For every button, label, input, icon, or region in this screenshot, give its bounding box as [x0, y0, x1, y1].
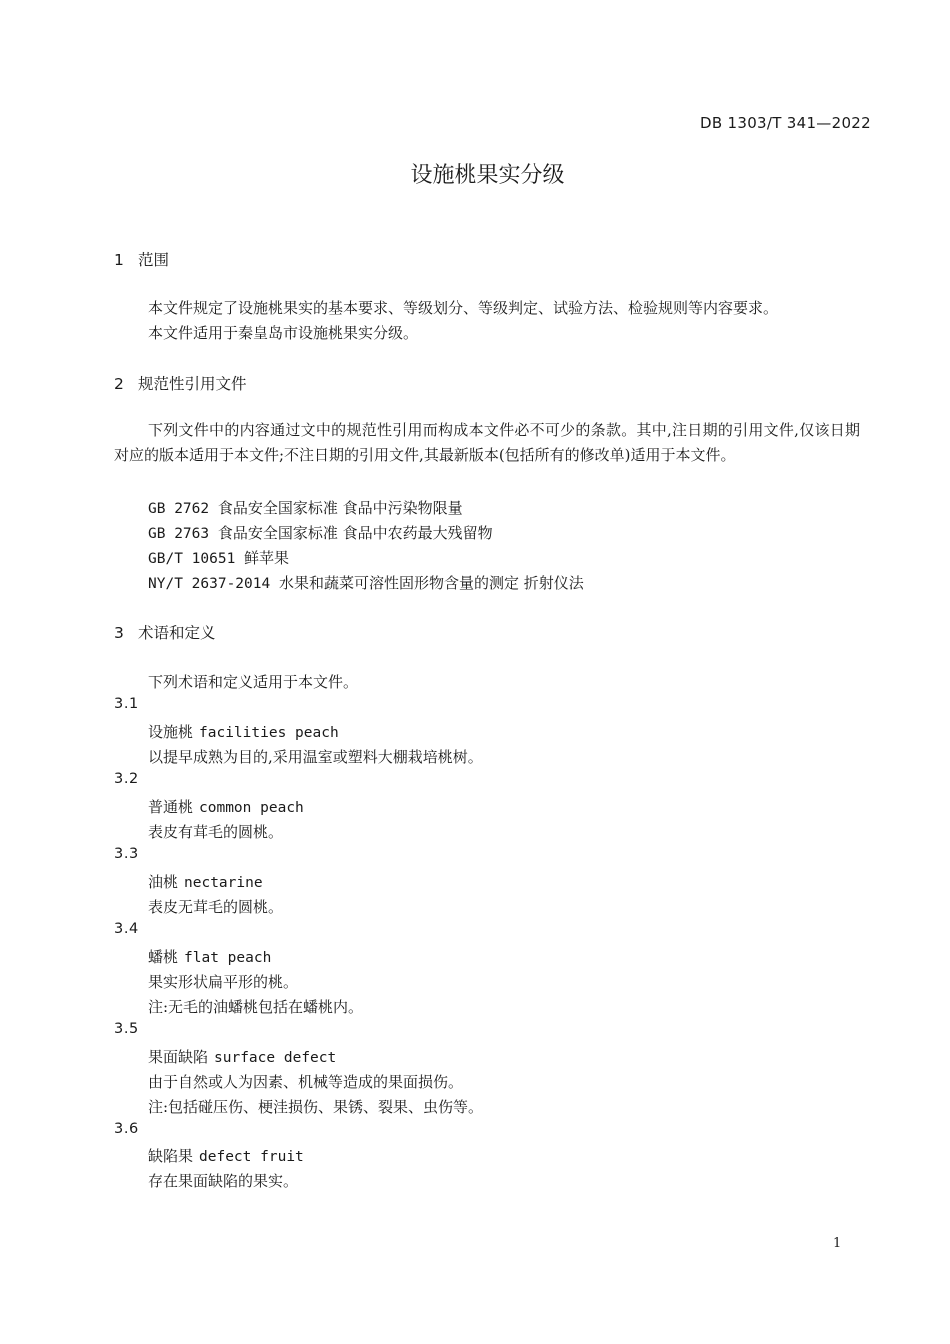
term-definition: 存在果面缺陷的果实。 — [148, 1172, 299, 1190]
term-note: 注:无毛的油蟠桃包括在蟠桃内。 — [148, 998, 364, 1016]
term-definition: 果实形状扁平形的桃。 — [148, 973, 299, 991]
section-1-paragraph-1: 本文件规定了设施桃果实的基本要求、等级划分、等级判定、试验方法、检验规则等内容要求。 — [148, 299, 779, 317]
term-heading — [148, 796, 304, 817]
term-chinese: 普通桃 — [148, 798, 194, 816]
term-english: defect fruit — [199, 1149, 304, 1165]
term-number: 3.1 — [114, 696, 139, 712]
term-number: 3.5 — [114, 1021, 139, 1037]
section-3-heading — [114, 621, 216, 643]
term-number: 3.6 — [114, 1121, 139, 1137]
term-number: 3.2 — [114, 771, 139, 787]
section-number: 3 — [114, 624, 124, 642]
term-english: common peach — [199, 800, 304, 816]
reference-code: NY/T 2637-2014 — [148, 576, 271, 592]
term-chinese: 果面缺陷 — [148, 1048, 209, 1066]
section-number: 1 — [114, 251, 124, 269]
term-chinese: 设施桃 — [148, 723, 194, 741]
term-english: surface defect — [214, 1050, 337, 1066]
section-1-paragraph-2: 本文件适用于秦皇岛市设施桃果实分级。 — [148, 324, 419, 342]
term-chinese: 油桃 — [148, 873, 179, 891]
term-number: 3.4 — [114, 921, 139, 937]
document-code: DB 1303/T 341—2022 — [700, 114, 871, 132]
reference-code: GB 2762 — [148, 501, 210, 517]
section-2-heading — [114, 372, 247, 394]
term-chinese: 缺陷果 — [148, 1147, 194, 1165]
section-title: 术语和定义 — [138, 624, 216, 642]
section-number: 2 — [114, 375, 124, 393]
section-title: 范围 — [138, 251, 170, 269]
reference-title: 食品安全国家标准 食品中农药最大残留物 — [217, 524, 493, 542]
document-title: 设施桃果实分级 — [410, 163, 565, 188]
reference-item — [148, 547, 289, 568]
term-note: 注:包括碰压伤、梗洼损伤、果锈、裂果、虫伤等。 — [148, 1098, 484, 1116]
term-chinese: 蟠桃 — [148, 948, 179, 966]
term-definition: 由于自然或人为因素、机械等造成的果面损伤。 — [148, 1073, 464, 1091]
term-heading — [148, 946, 271, 967]
reference-code: GB 2763 — [148, 526, 210, 542]
reference-code: GB/T 10651 — [148, 551, 236, 567]
term-heading — [148, 721, 339, 742]
section-2-intro: 下列文件中的内容通过文中的规范性引用而构成本文件必不可少的条款。其中,注日期的引用文件,仅该日期对应的版本适用于本文件;不注日期的引用文件,其最新版本(包括所有的修改单)适用于本文件。 — [114, 421, 860, 464]
section-1-heading — [114, 248, 169, 270]
page-number: 1 — [833, 1236, 842, 1251]
term-english: nectarine — [184, 875, 263, 891]
term-heading — [148, 1046, 336, 1067]
reference-title: 食品安全国家标准 食品中污染物限量 — [217, 499, 463, 517]
term-english: facilities peach — [199, 725, 339, 741]
term-heading — [148, 1145, 304, 1166]
reference-item — [148, 522, 493, 543]
reference-item — [148, 497, 463, 518]
term-english: flat peach — [184, 950, 272, 966]
term-heading — [148, 871, 263, 892]
reference-title: 鲜苹果 — [244, 549, 290, 567]
term-definition: 表皮无茸毛的圆桃。 — [148, 898, 284, 916]
reference-title: 水果和蔬菜可溶性固形物含量的测定 折射仪法 — [278, 574, 584, 592]
section-3-intro: 下列术语和定义适用于本文件。 — [148, 673, 359, 691]
term-number: 3.3 — [114, 846, 139, 862]
reference-item — [148, 572, 584, 593]
term-definition: 表皮有茸毛的圆桃。 — [148, 823, 284, 841]
term-definition: 以提早成熟为目的,采用温室或塑料大棚栽培桃树。 — [148, 748, 483, 766]
section-title: 规范性引用文件 — [138, 375, 247, 393]
